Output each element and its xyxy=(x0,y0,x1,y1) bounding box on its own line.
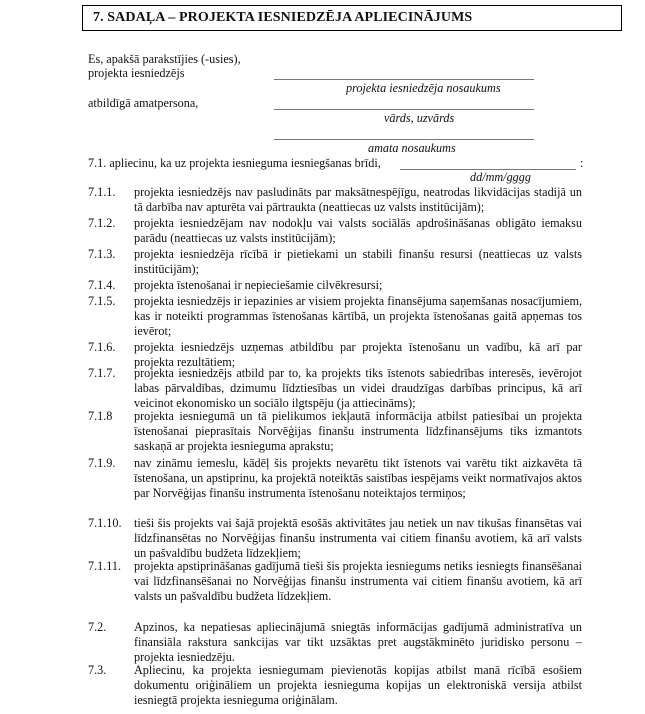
item-text: projekta iesniedzējs uzņemas atbildību par projekta īstenošanu un vadību, kā arī par projekta rezultātiem; xyxy=(134,340,582,369)
clause-text: Apzinos, ka nepatiesas apliecinājumā sniegtās informācijas gadījumā administratīva un finansiāla rakstura sankcijas var tikt uzsāktas pret augstākminēto juridisko personu – projekta iesniedzēju. xyxy=(134,620,582,664)
item-text: nav zināmu iemeslu, kādēļ šis projekts nevarētu tikt īstenots vai varētu tikt aizkavēta tā īstenošana, un apstiprinu, ka projektā noteiktās saistības iespējams veikt normatīvajos aktos par Norvēģijas finanšu instrumenta īstenošanu noteiktajos termiņos; xyxy=(134,456,582,500)
item-number: 7.1.9. xyxy=(88,456,116,470)
item-number: 7.1.7. xyxy=(88,366,116,380)
item-number: 7.1.10. xyxy=(88,516,122,530)
item-text: projekta īstenošanai ir nepieciešamie cilvēkresursi; xyxy=(134,278,383,292)
item-number: 7.1.11. xyxy=(88,559,122,573)
item-text: projekta iesniegumā un tā pielikumos iekļautā informācija atbilst patiesībai un projekta īstenošanai pieprasītais Norvēģijas finanšu instrumenta līdzfinansējums tiks izmantots saskaņā ar projekta iesnieguma aprakstu; xyxy=(134,409,582,453)
item-text: tieši šis projekts vai šajā projektā esošās aktivitātes jau netiek un nav tikušas finansētas vai līdzfinansētas no Norvēģijas finanšu instrumenta vai citiem finanšu avotiem, kā arī valsts un pašvaldību budžeta līdzekļiem; xyxy=(134,516,582,560)
item-number: 7.1.8 xyxy=(88,409,113,423)
position-line[interactable] xyxy=(274,139,534,140)
intro-line-3: atbildīgā amatpersona, xyxy=(88,96,199,110)
intro-line-1: Es, apakšā parakstījies (-usies), xyxy=(88,52,241,66)
item-number: 7.1.3. xyxy=(88,247,116,261)
item-number: 7.1.2. xyxy=(88,216,116,230)
item-text: projekta iesniedzējs nav pasludināts par maksātnespējīgu, neatrodas likvidācijas stadijā un tā darbība nav apturēta vai pārtraukta (neattiecas uz valsts institūcijām); xyxy=(134,185,582,214)
item-text: projekta iesniedzēja rīcībā ir pietiekami un stabili finanšu resursi (neattiecas uz valsts institūcijām); xyxy=(134,247,582,276)
clause-text: Apliecinu, ka projekta iesniegumam pievienotās kopijas atbilst manā rīcībā esošiem dokumentu oriģināliem un projekta iesnieguma kopijas un elektroniskā versija atbilst iesniegtā projekta iesnieguma oriģinālam. xyxy=(134,663,582,707)
item-text: projekta apstiprināšanas gadījumā tieši šis projekta iesniegums netiks iesniegts finansēšanai vai līdzfinansēšanai no Norvēģijas finanšu instrumenta vai citiem finanšu avotiem, kā arī valsts un pašvaldību budžeta līdzekļiem. xyxy=(134,559,582,603)
section-title: 7. SADAĻA – PROJEKTA IESNIEDZĒJA APLIECINĀJUMS xyxy=(93,10,473,25)
clause-7-1-text: 7.1. apliecinu, ka uz projekta iesnieguma iesniegšanas brīdi, xyxy=(88,156,381,170)
date-hint: dd/mm/gggg xyxy=(470,170,531,184)
item-text: projekta iesniedzējs atbild par to, ka projekts tiks īstenots sabiedrības interesēs, ievērojot labas pārvaldības, dzimumu līdztiesības un videi draudzīgas darbības principus, kā arī veicinot ekonomisko un sociālo ilgtspēju (ja attiecināms); xyxy=(134,366,582,410)
position-hint: amata nosaukums xyxy=(368,141,456,155)
clause-7-1-colon: : xyxy=(580,156,584,170)
item-number: 7.1.5. xyxy=(88,294,116,308)
clause-number: 7.2. xyxy=(88,620,107,634)
item-number: 7.1.1. xyxy=(88,185,116,199)
applicant-name-hint: projekta iesniedzēja nosaukums xyxy=(346,81,501,95)
item-number: 7.1.6. xyxy=(88,340,116,354)
official-name-hint: vārds, uzvārds xyxy=(384,111,455,125)
clause-number: 7.3. xyxy=(88,663,107,677)
section-header xyxy=(82,5,622,31)
official-name-line[interactable] xyxy=(274,109,534,110)
applicant-name-line[interactable] xyxy=(274,79,534,80)
intro-line-2: projekta iesniedzējs xyxy=(88,66,185,80)
item-number: 7.1.4. xyxy=(88,278,116,292)
item-text: projekta iesniedzējam nav nodokļu vai valsts sociālās apdrošināšanas obligāto iemaksu parādu (neattiecas uz valsts institūcijām); xyxy=(134,216,582,245)
item-text: projekta iesniedzējs ir iepazinies ar visiem projekta finansējuma saņemšanas nosacījumiem, kas ir noteikti programmas īstenošanas kārtībā, un projekta īstenošanas gaitā apņemas tos ievērot; xyxy=(134,294,582,338)
